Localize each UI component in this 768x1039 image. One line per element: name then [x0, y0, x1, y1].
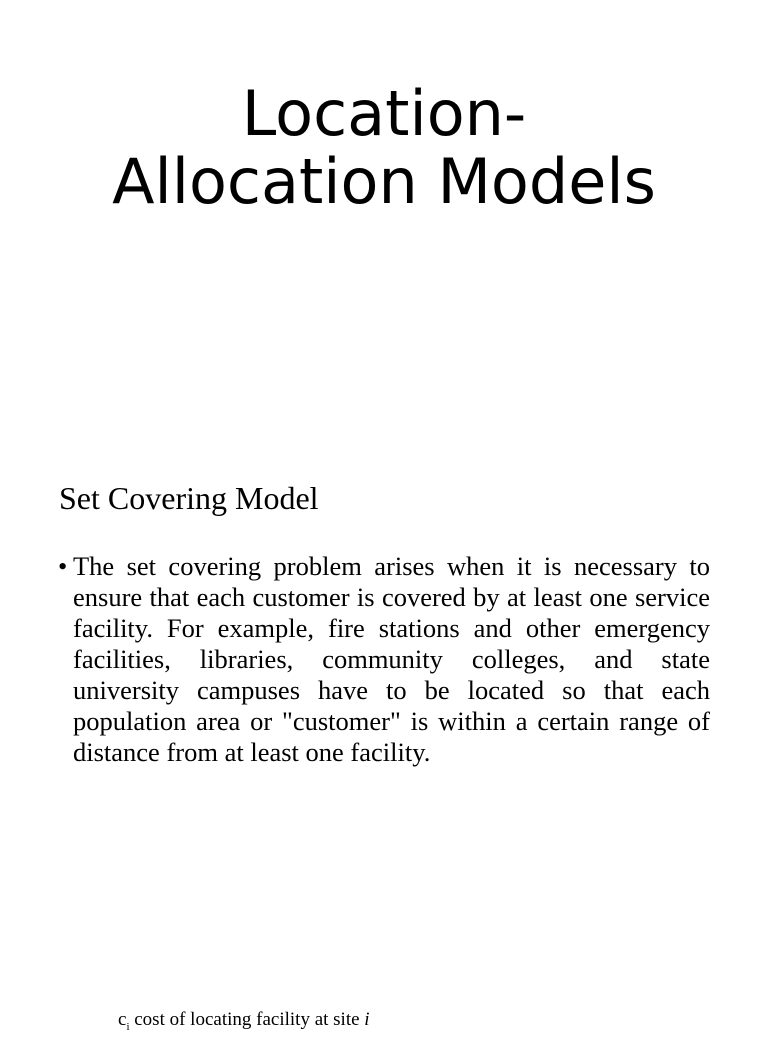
bullet-dot-icon: •	[58, 551, 68, 581]
footnote-index: i	[364, 1009, 370, 1030]
footnote-definition	[118, 1008, 370, 1039]
bullet-list	[58, 551, 710, 768]
slide-title	[0, 77, 768, 218]
slide-title-line-1: Location-	[241, 77, 527, 150]
section-heading: Set Covering Model	[59, 480, 319, 516]
footnote-text: cost of locating facility at site	[129, 1009, 365, 1030]
bullet-text: The set covering problem arises when it is necessary to ensure that each customer is covered by at least one service facility. For example, fire stations and other emergency facilities, libraries, community colleges, and state university campuses have to be located so that each population area or "customer" is within a certain range of distance from at least one facility.	[73, 551, 710, 767]
footnote-subscript: i	[126, 1020, 130, 1033]
bullet-item	[58, 551, 710, 768]
slide-title-line-2: Allocation Models	[112, 145, 656, 218]
footnote-symbol: c	[118, 1009, 127, 1030]
